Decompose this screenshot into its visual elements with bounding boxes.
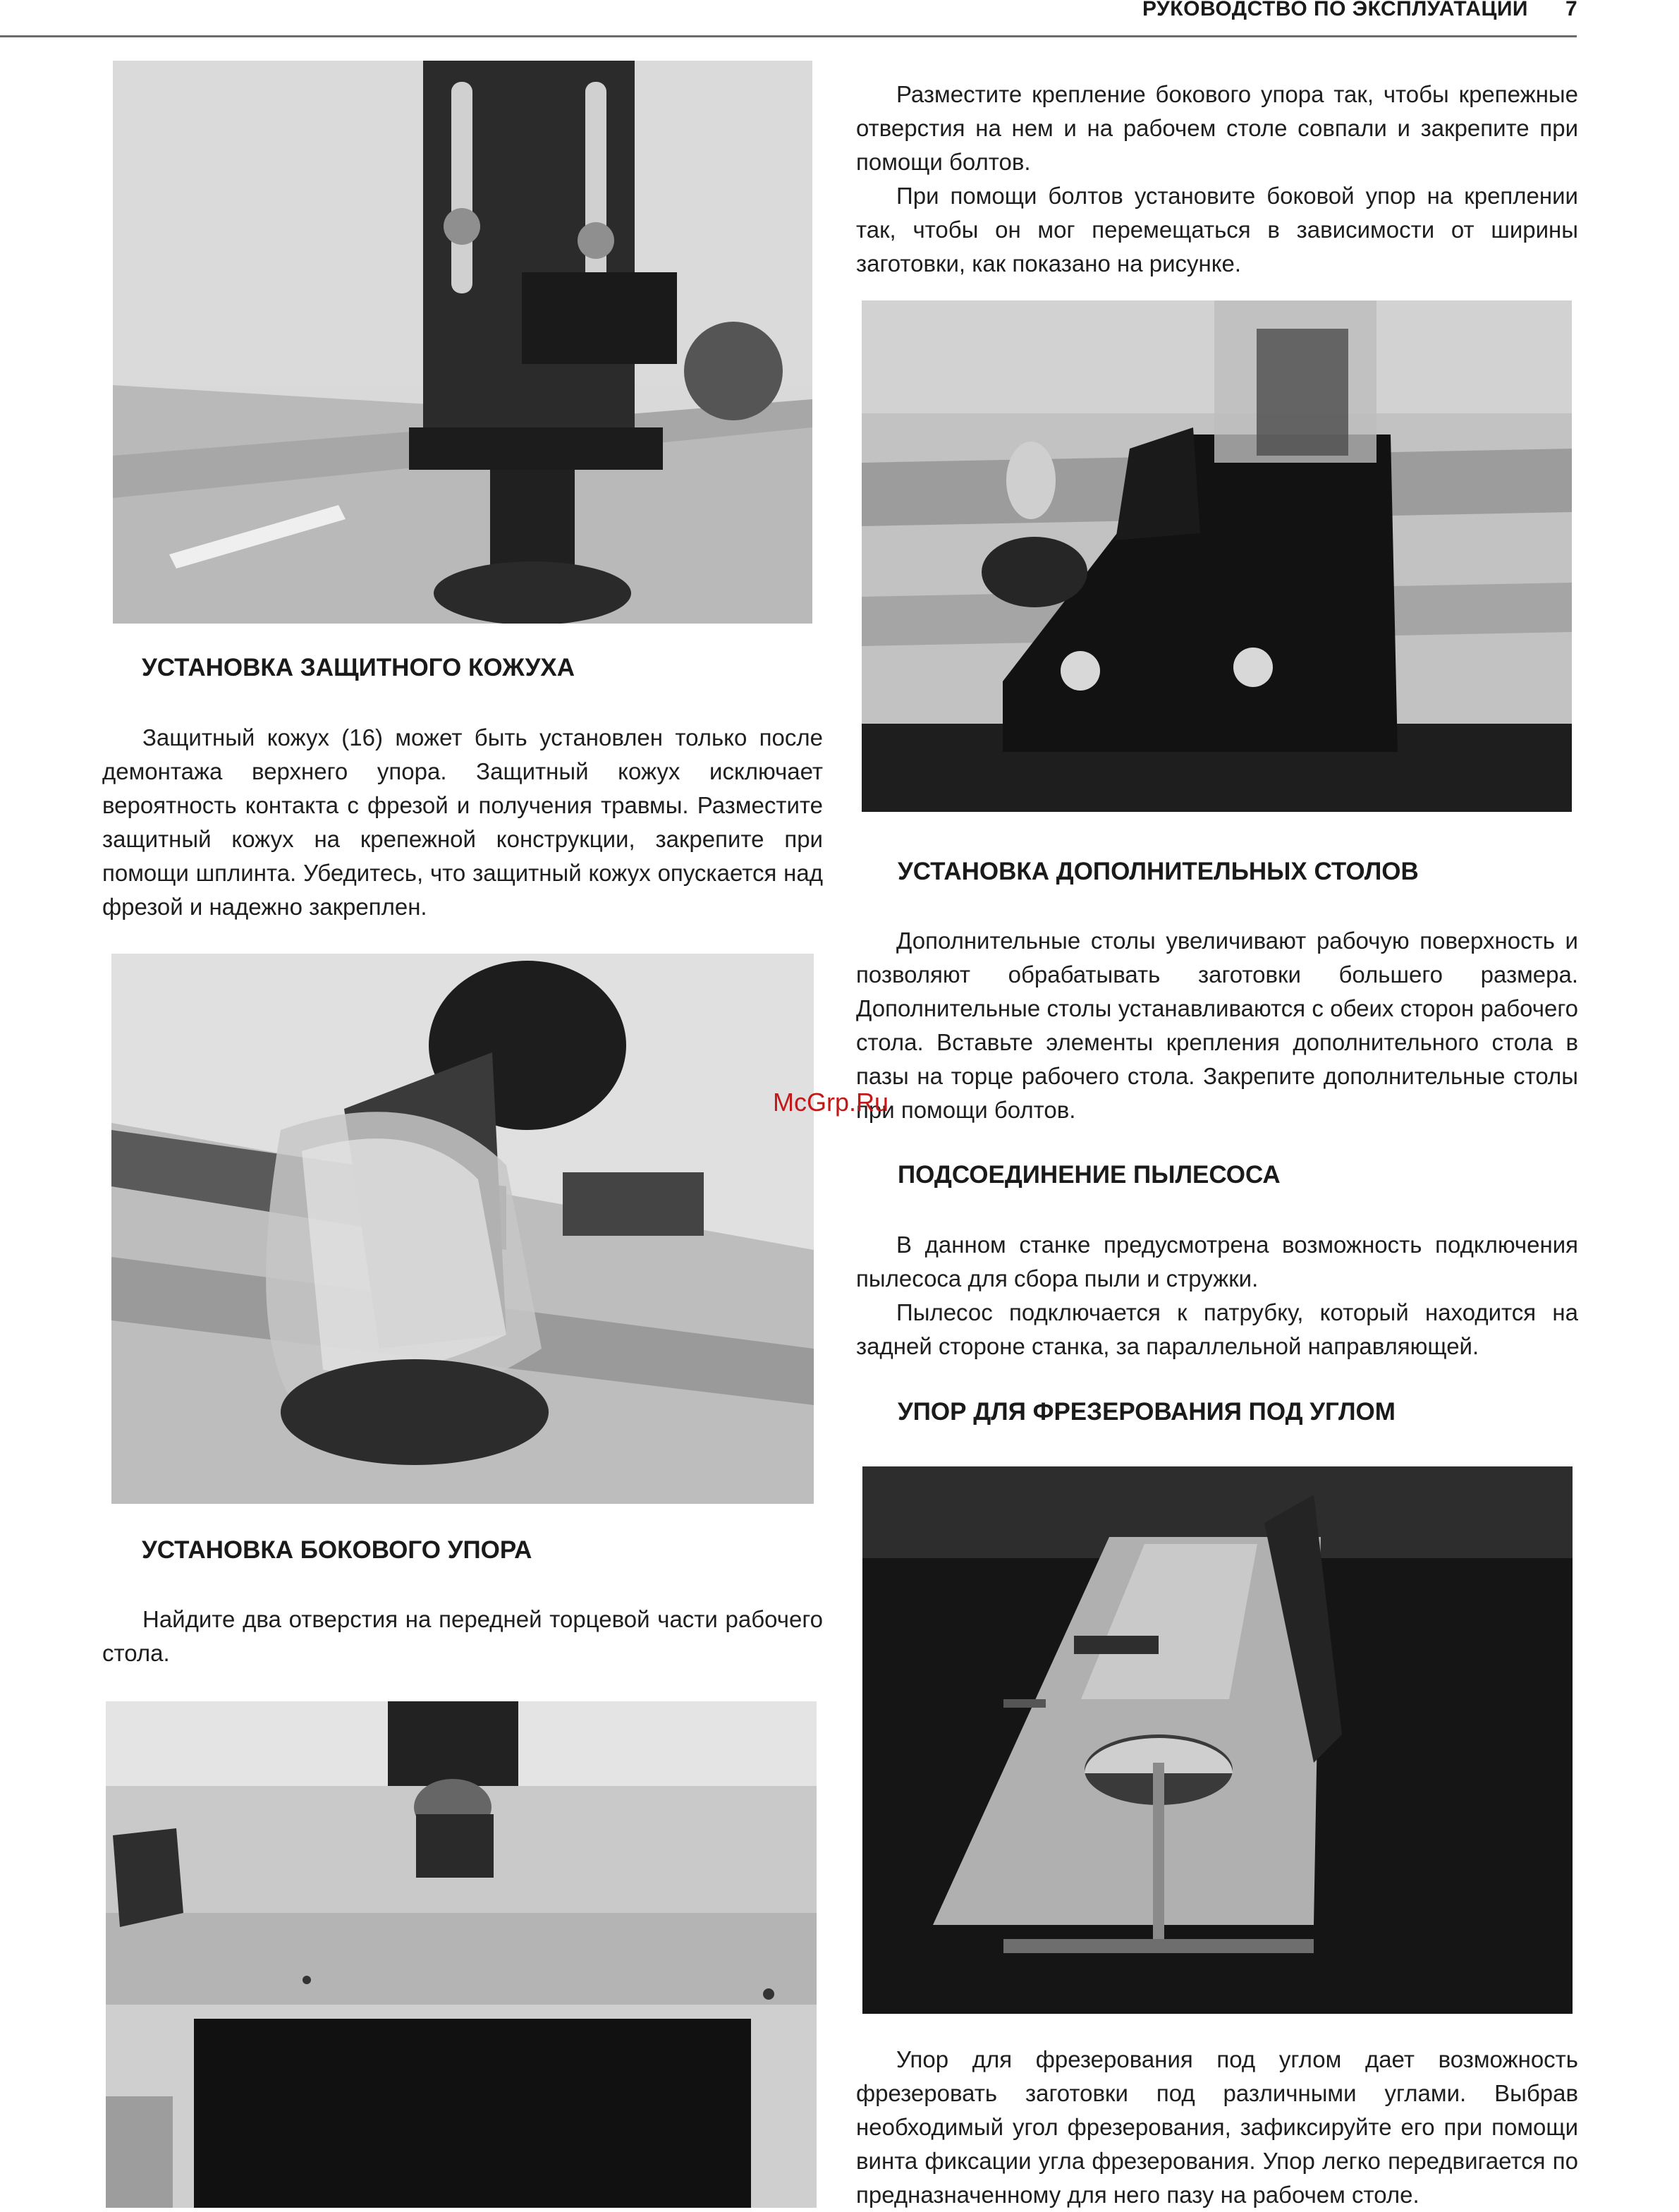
heading-guard-installation: УСТАНОВКА ЗАЩИТНОГО КОЖУХА: [142, 654, 575, 681]
heading-angle-milling-fence: УПОР ДЛЯ ФРЕЗЕРОВАНИЯ ПОД УГЛОМ: [898, 1398, 1396, 1426]
text-vacuum-connection-1: В данном станке предусмотрена возможность подключения пылесоса для сбора пыли и стружки.: [856, 1232, 1578, 1292]
paragraph-angle-milling-fence: [856, 2043, 1578, 2212]
text-guard-installation: Защитный кожух (16) может быть установлен только после демонтажа верхнего упора. Защитный кожух исключает вероятность контакта с фрезой и получения травмы. Разместите защитный кожух на крепежной конструкции, закрепите при помощи шплинта. Убедитесь, что защитный кожух опускается над фрезой и надежно закреплен.: [102, 724, 823, 920]
photo-fence-mount-wing-nuts: [862, 300, 1572, 812]
text-side-fence-intro: Найдите два отверстия на передней торцевой части рабочего стола.: [102, 1606, 823, 1666]
paragraph-side-fence-intro: [102, 1603, 823, 1670]
photo-protective-guard: [111, 954, 814, 1504]
watermark: McGrp.Ru: [773, 1088, 889, 1117]
page-number: 7: [1565, 0, 1577, 20]
paragraph-guard-installation: [102, 721, 823, 924]
photo-top-fence: [113, 61, 812, 624]
running-header-title: РУКОВОДСТВО ПО ЭКСПЛУАТАЦИИ: [1142, 0, 1528, 20]
heading-side-fence-installation: УСТАНОВКА БОКОВОГО УПОРА: [142, 1536, 532, 1564]
heading-vacuum-connection: ПОДСОЕДИНЕНИЕ ПЫЛЕСОСА: [898, 1161, 1281, 1189]
heading-extra-tables-installation: УСТАНОВКА ДОПОЛНИТЕЛЬНЫХ СТОЛОВ: [898, 858, 1419, 885]
paragraph-extra-tables: [856, 924, 1578, 1127]
text-fence-mounting-2: При помощи болтов установите боковой упор на креплении так, чтобы он мог перемещаться в зависимости от ширины заготовки, как показано на рисунке.: [856, 183, 1578, 276]
photo-angle-milling-fence: [862, 1466, 1573, 2014]
header-rule: [0, 35, 1577, 37]
text-extra-tables: Дополнительные столы увеличивают рабочую поверхность и позволяют обрабатывать заготовки большего размера. Дополнительные столы устанавливаются с обеих сторон рабочего стола. Вставьте элементы крепления дополнительного стола в пазы на торце рабочего стола. Закрепите дополнительные столы при помощи болтов.: [856, 928, 1578, 1123]
paragraph-vacuum-connection: [856, 1228, 1578, 1363]
paragraph-fence-mounting: [856, 78, 1578, 281]
text-fence-mounting-1: Разместите крепление бокового упора так, чтобы крепежные отверстия на нем и на рабочем столе совпали и закрепите при помощи болтов.: [856, 81, 1578, 175]
text-vacuum-connection-2: Пылесос подключается к патрубку, который находится на задней стороне станка, за параллельной направляющей.: [856, 1299, 1578, 1359]
text-angle-milling-fence: Упор для фрезерования под углом дает возможность фрезеровать заготовки под различными углами. Выбрав необходимый угол фрезерования, зафиксируйте его при помощи винта фиксации угла фрезерования. Упор легко передвигается по предназначенному для него пазу на рабочем столе.: [856, 2046, 1578, 2208]
photo-side-fence-table: [106, 1701, 817, 2208]
